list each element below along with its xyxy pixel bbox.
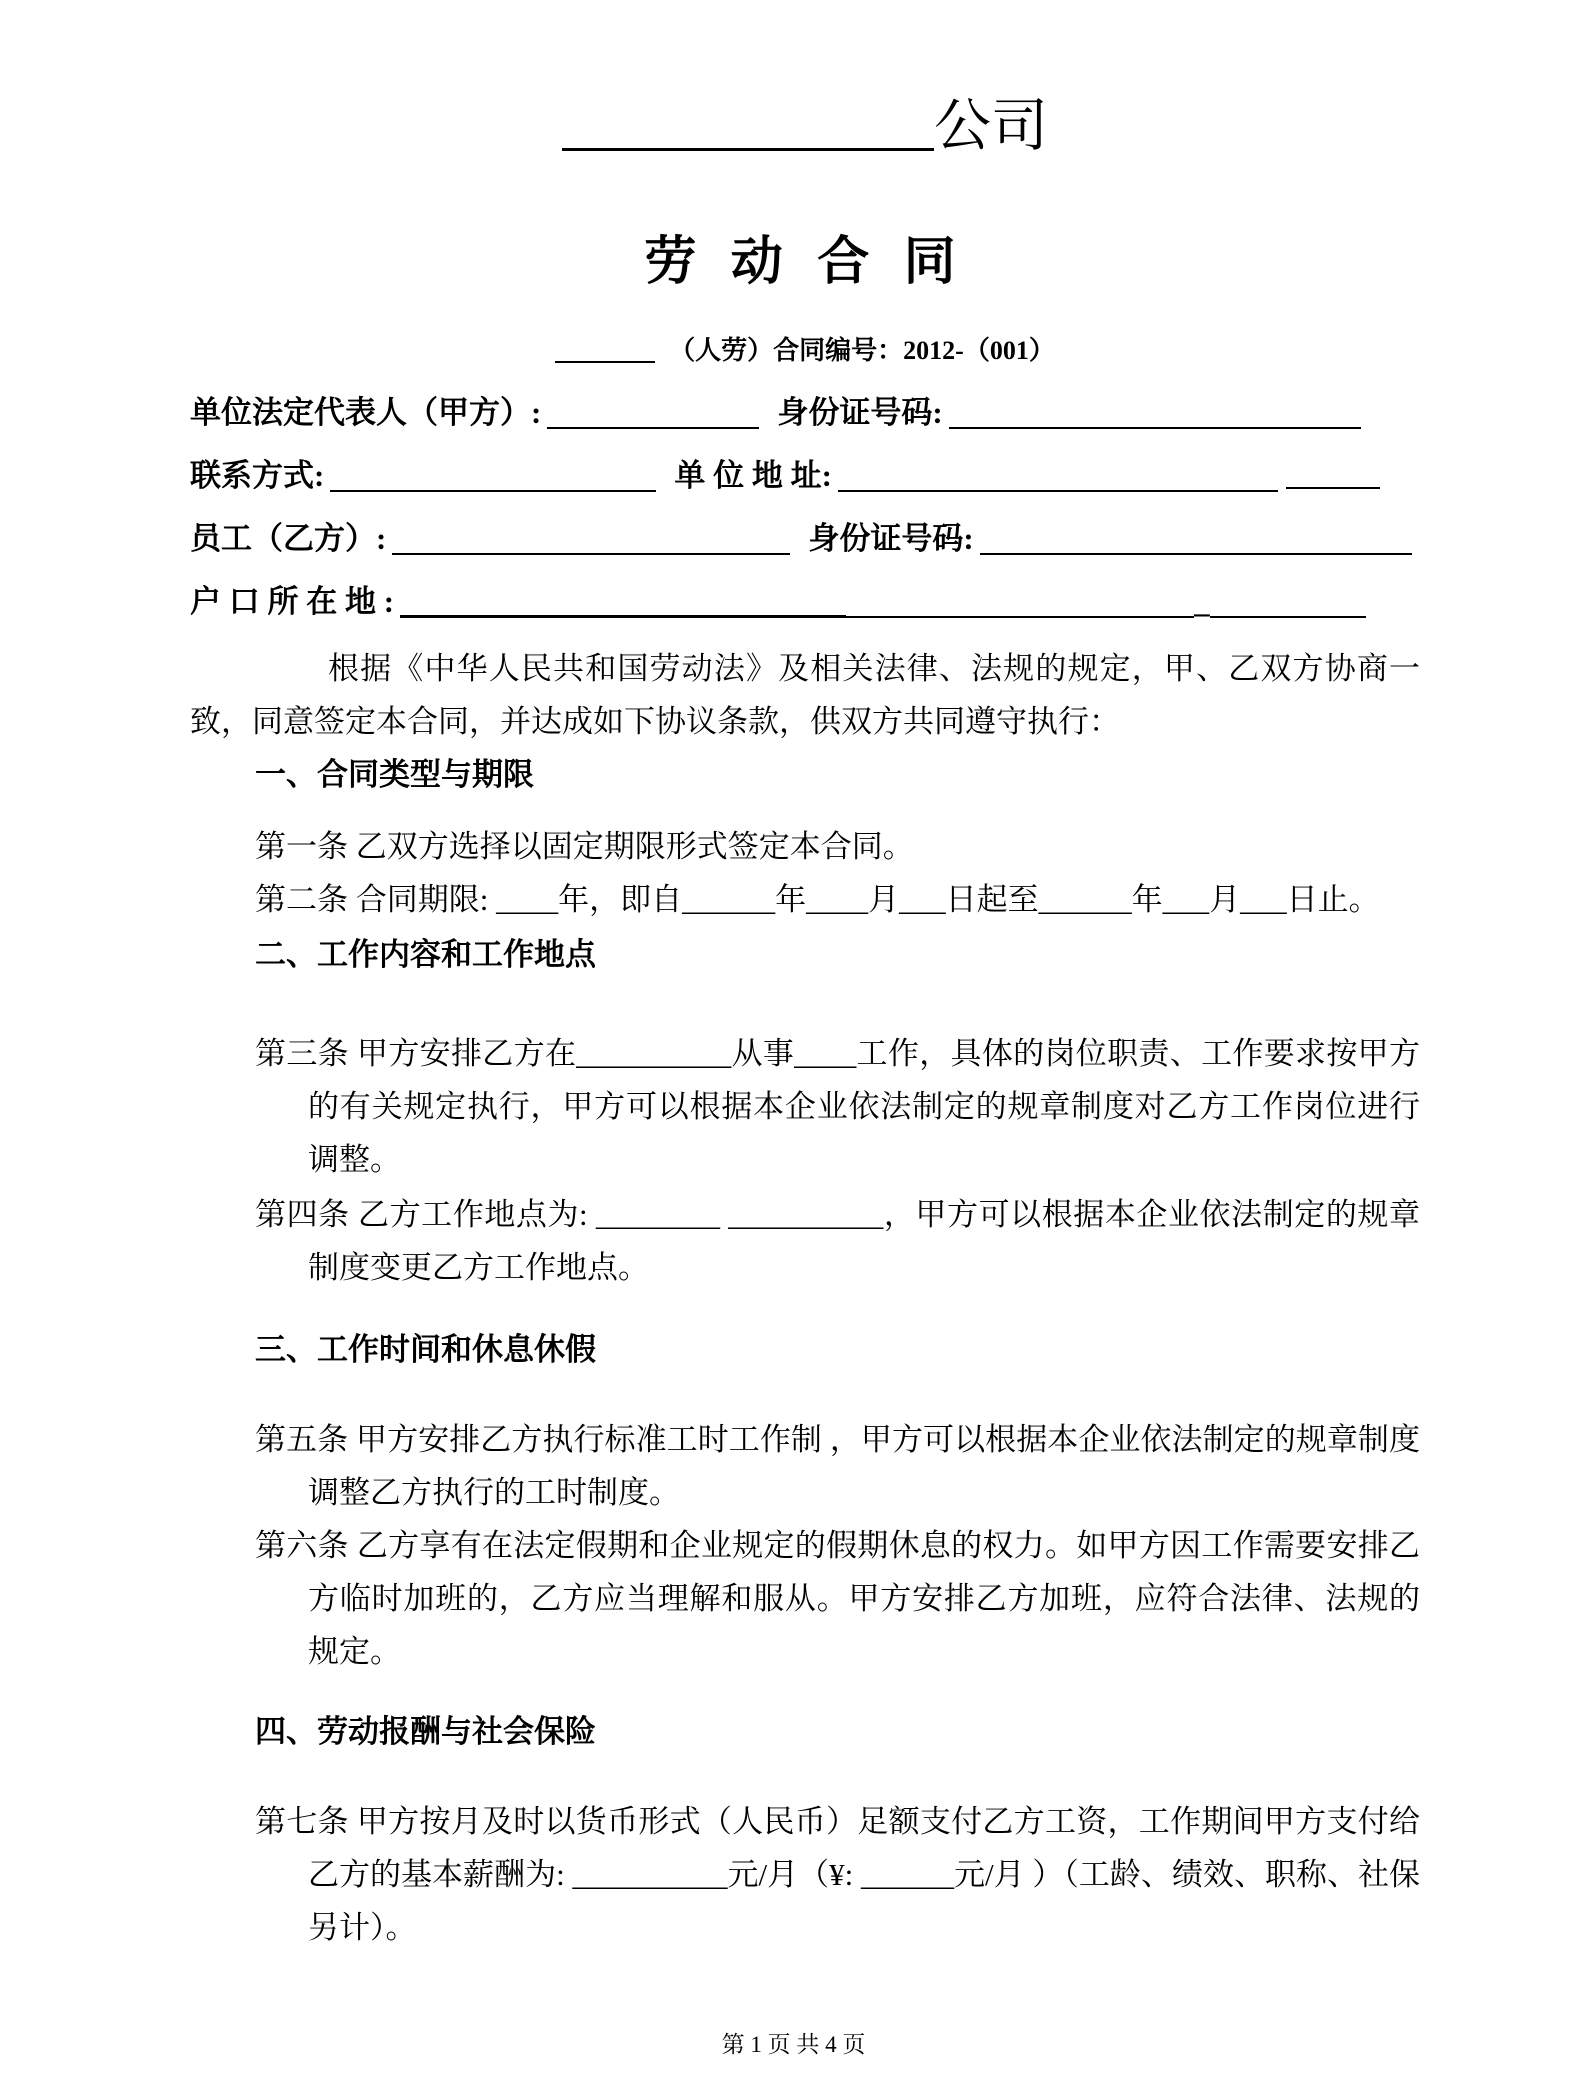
id-number-label-b: 身份证号码: <box>808 521 974 556</box>
section-heading-3: 三、工作时间和休息休假 <box>255 1332 596 1367</box>
section-heading-1: 一、合同类型与期限 <box>255 757 534 792</box>
household-registration-blank-middle <box>846 616 1194 618</box>
id-number-label-a: 身份证号码: <box>777 395 943 430</box>
company-address-blank <box>838 490 1278 492</box>
household-registration-label: 户 口 所 在 地 : <box>190 584 395 619</box>
contact-label: 联系方式: <box>190 458 325 493</box>
clause-6: 第六条 乙方享有在法定假期和企业规定的假期休息的权力。如甲方因工作需要安排乙方临时加班的，乙方应当理解和服从。甲方安排乙方加班，应符合法律、法规的规定。 <box>255 1528 1420 1669</box>
contract-number-text: （人劳）合同编号：2012-（001） <box>669 336 1055 365</box>
contract-number-line <box>190 334 1420 368</box>
household-registration-blank-end <box>1210 616 1366 618</box>
clause-7: 第七条 甲方按月及时以货币形式（人民币）足额支付乙方工资，工作期间甲方支付给乙方的基本薪酬为: __________元/月（¥: ______元/月 ）（工龄、绩效、职称、社保另计）。 <box>255 1804 1420 1945</box>
clause-5: 第五条 甲方安排乙方执行标准工时工作制 ，甲方可以根据本企业依法制定的规章制度调整乙方执行的工时制度。 <box>255 1422 1420 1510</box>
document-title: 劳 动 合 同 <box>644 233 966 291</box>
employee-name-blank <box>392 553 790 555</box>
legal-representative-blank <box>547 427 759 429</box>
form-row-legal-representative <box>190 395 1420 431</box>
company-address-label: 单 位 地 址: <box>674 458 832 493</box>
contact-blank <box>330 490 656 492</box>
form-row-employee <box>190 521 1420 557</box>
company-suffix-text: 公司 <box>934 95 1048 158</box>
section-heading-4: 四、劳动报酬与社会保险 <box>255 1714 596 1749</box>
clause-1: 第一条 乙双方选择以固定期限形式签定本合同。 <box>255 829 914 864</box>
clause-4: 第四条 乙方工作地点为: ________ __________，甲方可以根据本企业依法制定的规章制度变更乙方工作地点。 <box>255 1197 1420 1285</box>
intro-paragraph: 根据《中华人民共和国劳动法》及相关法律、法规的规定，甲、乙双方协商一致，同意签定本合同，并达成如下协议条款，供双方共同遵守执行： <box>190 651 1420 739</box>
clause-3: 第三条 甲方安排乙方在__________从事____工作，具体的岗位职责、工作要求按甲方的有关规定执行，甲方可以根据本企业依法制定的规章制度对乙方工作岗位进行调整。 <box>255 1036 1420 1177</box>
clause-2: 第二条 合同期限: ____年，即自______年____月___日起至______年___月___日止。 <box>255 882 1380 917</box>
form-row-contact <box>190 458 1420 494</box>
company-address-blank-tail <box>1286 487 1380 489</box>
id-number-blank-a <box>949 427 1361 429</box>
contract-number-blank-line <box>555 361 655 363</box>
id-number-blank-b <box>980 553 1412 555</box>
company-name-blank-line <box>562 148 934 151</box>
employee-label: 员工（乙方）: <box>190 521 387 556</box>
household-registration-blank-thick <box>400 615 846 618</box>
page-number-footer: 第 1 页 共 4 页 <box>721 2032 866 2057</box>
household-registration-underscore-mark: _ <box>1194 584 1210 619</box>
section-heading-2: 二、工作内容和工作地点 <box>255 937 596 972</box>
form-row-household-registration <box>190 584 1420 620</box>
legal-representative-label: 单位法定代表人（甲方）: <box>190 395 542 430</box>
company-name-line <box>190 92 1420 164</box>
